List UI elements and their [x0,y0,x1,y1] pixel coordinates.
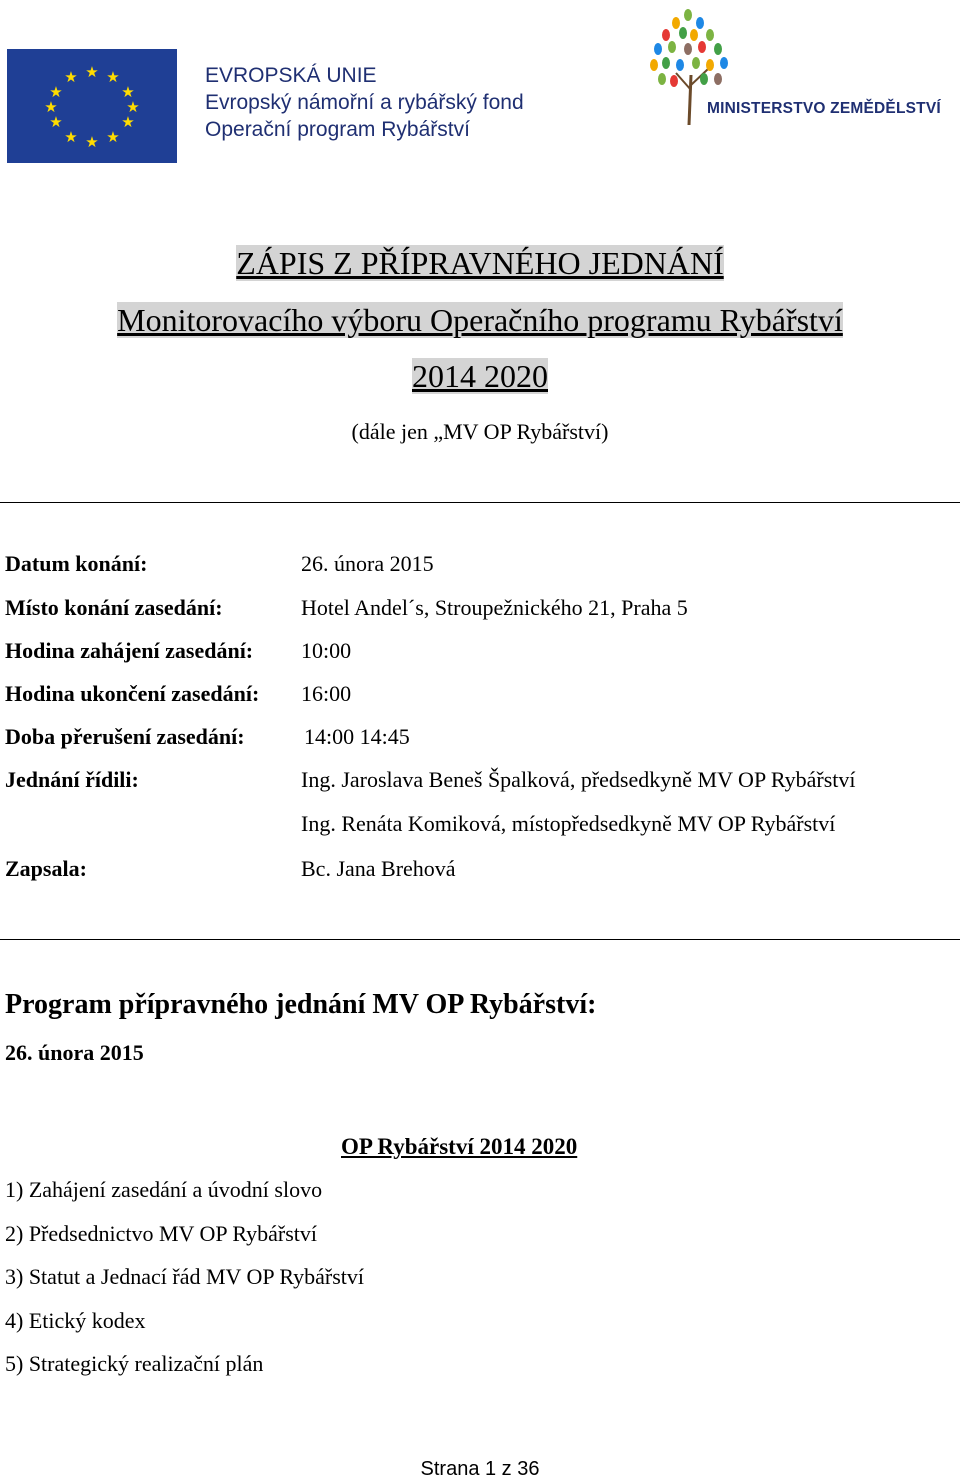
agenda-item: 5) Strategický realizační plán [5,1351,264,1376]
chair-2: Ing. Renáta Komiková, místopředsedkyně MV OP Rybářství [301,811,836,836]
svg-text:★: ★ [121,113,135,131]
document-subtitle: Monitorovacího výboru Operačního programu Rybářství [117,302,843,338]
document-abbreviation-note: (dále jen „MV OP Rybářství) [351,419,609,444]
document-title: ZÁPIS Z PŘÍPRAVNÉHO JEDNÁNÍ [236,245,724,281]
document-period: 2014 2020 [412,358,548,394]
svg-text:★: ★ [64,68,78,86]
eu-line-3: Operační program Rybářství [205,118,470,141]
program-title: Program přípravného jednání MV OP Rybářství: [5,989,597,1020]
agenda-item: 3) Statut a Jednací řád MV OP Rybářství [5,1264,365,1289]
start-time-value: 10:00 [301,638,352,663]
break-value: 14:00 14:45 [304,724,410,749]
svg-text:★: ★ [121,83,135,101]
end-time-value: 16:00 [301,681,352,706]
page-number: Strana 1 z 36 [420,1458,540,1480]
svg-text:★: ★ [64,128,78,146]
place-value: Hotel Andel´s, Stroupežnického 21, Praha 5 [301,595,688,620]
svg-text:★: ★ [44,98,58,116]
svg-text:★: ★ [49,83,63,101]
eu-logo-text [205,62,524,143]
recorder-value: Bc. Jana Brehová [301,856,456,881]
chair-1: Ing. Jaroslava Beneš Špalková, předsedkyně MV OP Rybářství [301,767,856,792]
divider-bottom [0,939,960,940]
recorder-label: Zapsala: [5,856,87,881]
svg-text:★: ★ [85,133,99,151]
divider-top [0,502,960,503]
agenda-item: 4) Etický kodex [5,1308,146,1333]
svg-text:★: ★ [85,63,99,81]
ministry-name: MINISTERSTVO ZEMĚDĚLSTVÍ [707,100,941,117]
eu-line-2: Evropský námořní a rybářský fond [205,91,524,114]
svg-text:★: ★ [49,113,63,131]
agenda-item: 2) Předsednictvo MV OP Rybářství [5,1221,317,1246]
svg-text:★: ★ [106,68,120,86]
agenda-item: 1) Zahájení zasedání a úvodní slovo [5,1177,323,1202]
svg-text:★: ★ [106,128,120,146]
chairs-label: Jednání řídili: [5,767,139,792]
date-value: 26. února 2015 [301,551,434,576]
end-time-label: Hodina ukončení zasedání: [5,681,260,706]
svg-text:★: ★ [126,98,140,116]
eu-flag-icon [7,49,177,163]
program-date: 26. února 2015 [5,1040,144,1065]
program-subtitle: OP Rybářství 2014 2020 [341,1134,578,1159]
start-time-label: Hodina zahájení zasedání: [5,638,254,663]
date-label: Datum konání: [5,551,148,576]
eu-line-1: EVROPSKÁ UNIE [205,64,377,87]
place-label: Místo konání zasedání: [5,595,223,620]
break-label: Doba přerušení zasedání: [5,724,245,749]
